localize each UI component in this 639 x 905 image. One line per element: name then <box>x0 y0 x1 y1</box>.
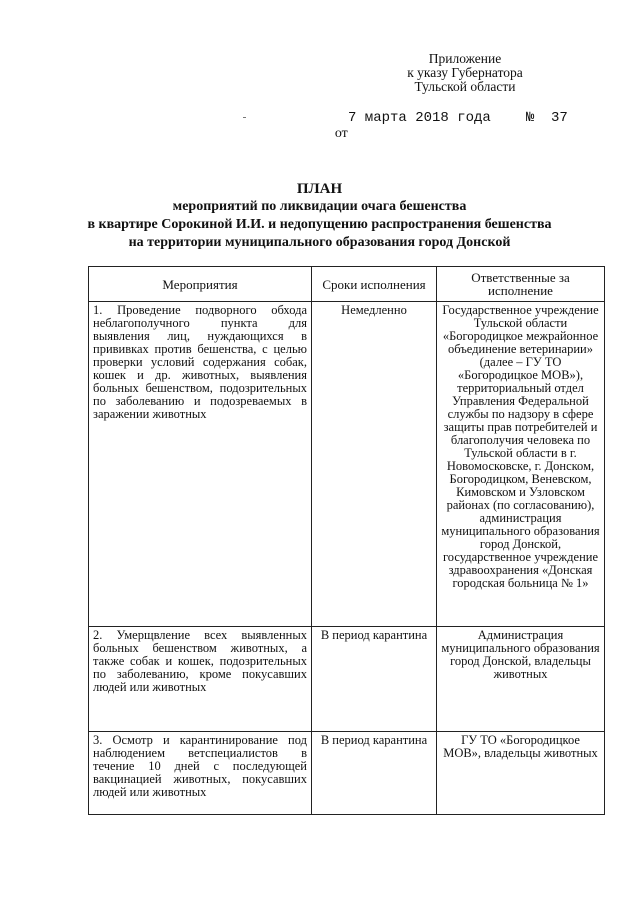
appendix-line-1: Приложение <box>428 51 502 66</box>
scan-mark <box>243 117 246 118</box>
table-header-row <box>89 267 605 302</box>
header-activities: Мероприятия <box>89 267 312 302</box>
decree-number: 37 <box>551 110 568 126</box>
appendix-line-3: Тульской области <box>414 79 516 94</box>
responsible-cell: ГУ ТО «Богородицкое МОВ», владельцы животных <box>437 732 605 815</box>
title-line-1: мероприятий по ликвидации очага бешенства <box>172 199 467 214</box>
deadline-cell: В период карантина <box>312 627 437 732</box>
plan-table <box>88 266 605 815</box>
header-responsible: Ответственные за исполнение <box>437 267 605 302</box>
decree-number-label: № <box>526 110 535 126</box>
table-row <box>89 627 605 732</box>
header-deadlines: Сроки исполнения <box>312 267 437 302</box>
activity-cell: 3. Осмотр и карантинирование под наблюдением ветспециалистов в течение 10 дней с последующей вакцинацией животных, покусавших людей или животных <box>89 732 312 815</box>
decree-line <box>318 110 568 190</box>
deadline-cell: В период карантина <box>312 732 437 815</box>
table-row <box>89 302 605 627</box>
responsible-cell: Государственное учреждение Тульской области «Богородицкое межрайонное объединение ветеринарии» (далее – ГУ ТО «Богородицкое МОВ»), территориальный отдел Управления Федеральной службы по надзору в сфере защиты прав потребителей и благополучия человека по Тульской области в г. Новомосковске, г. Донском, Богородицком, Веневском, Кимовском и Узловском районах (по согласованию), администрация муниципального образования город Донской, государственное учреждение здравоохранения «Донская городская больница № 1» <box>437 302 605 627</box>
title-line-2: в квартире Сорокиной И.И. и недопущению распространения бешенства <box>87 217 552 232</box>
deadline-cell: Немедленно <box>312 302 437 627</box>
appendix-line-2: к указу Губернатора <box>407 65 523 80</box>
table-row <box>89 732 605 815</box>
document-title <box>0 180 639 252</box>
activity-cell: 1. Проведение подворного обхода неблагополучного пункта для выявления лиц, нуждающихся в прививках против бешенства, с целью проверки условий содержания собак, кошек и др. животных, выявления больных бешенством, подозрительных по заболеванию и подозреваемых в заражении животных <box>89 302 312 627</box>
title-heading: ПЛАН <box>296 181 343 197</box>
decree-from-label: от <box>334 126 348 141</box>
appendix-block <box>380 52 550 94</box>
activity-cell: 2. Умерщвление всех выявленных больных бешенством животных, а также собак и кошек, подозрительных по заболеванию, кроме покусавших людей или животных <box>89 627 312 732</box>
decree-date: 7 марта 2018 года <box>348 110 491 126</box>
title-line-3: на территории муниципального образования город Донской <box>128 235 511 250</box>
responsible-cell: Администрация муниципального образования город Донской, владельцы животных <box>437 627 605 732</box>
